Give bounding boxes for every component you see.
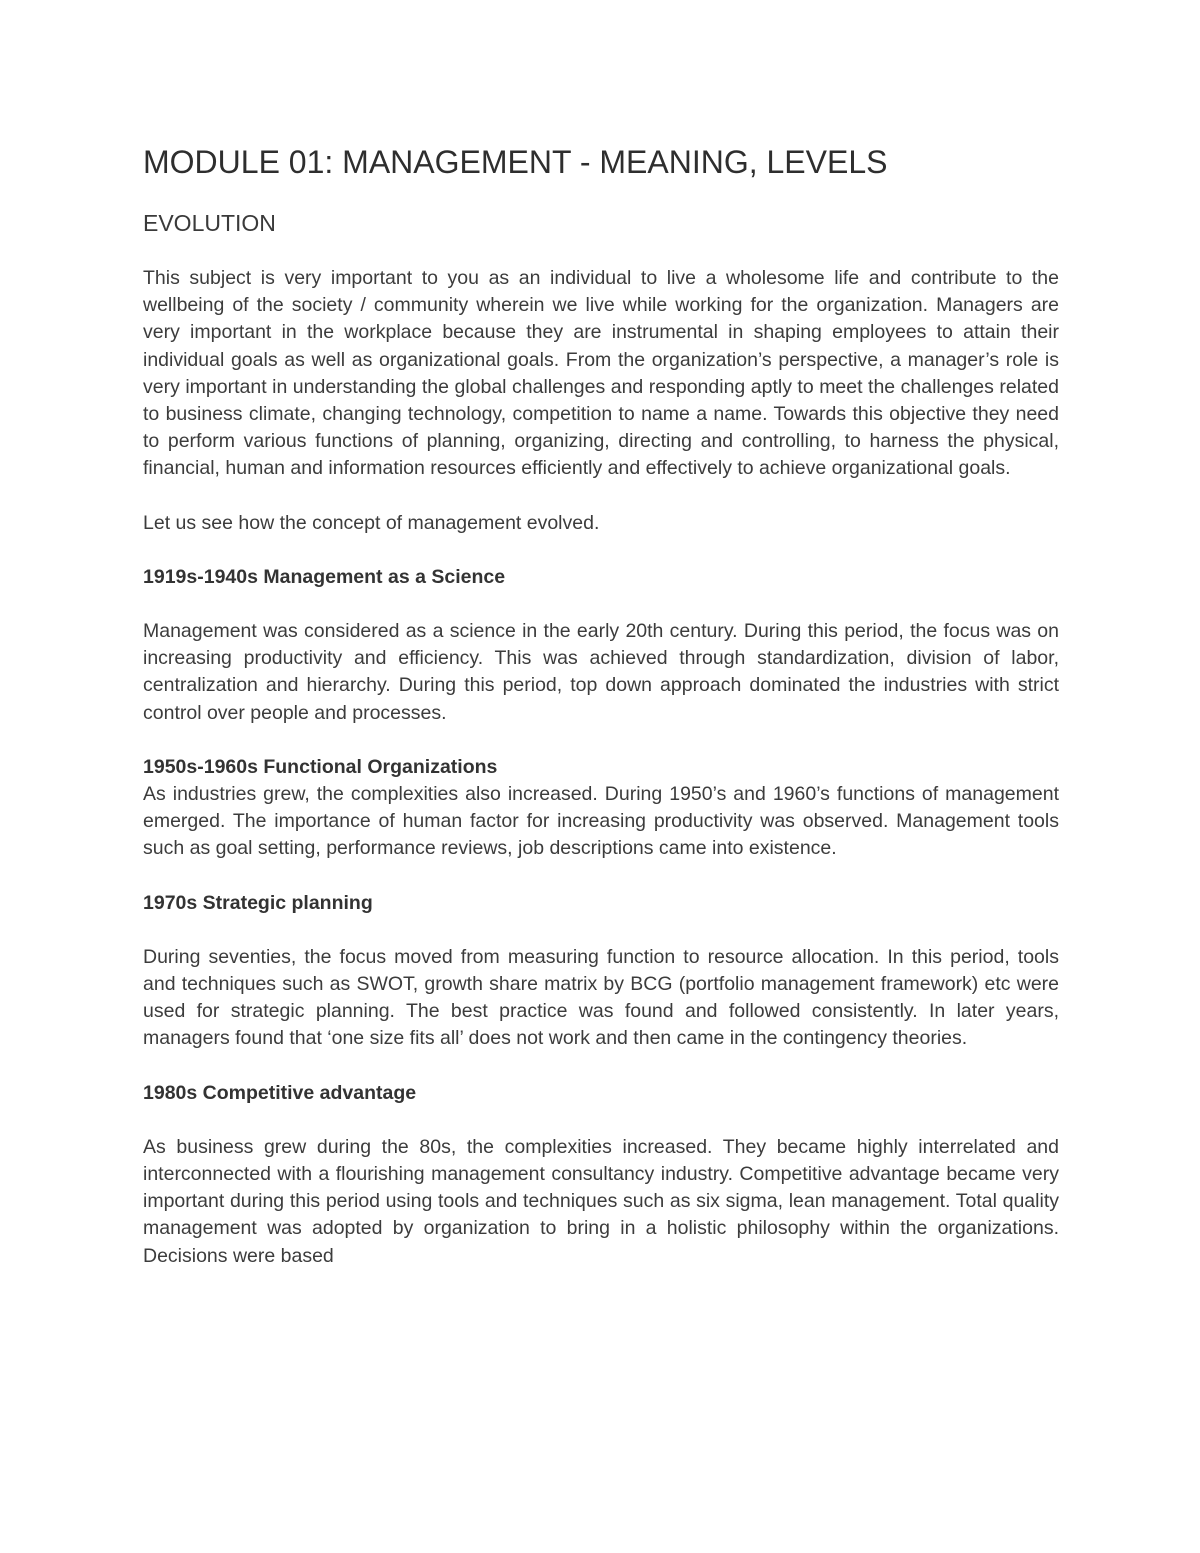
section-heading-strategic: 1970s Strategic planning	[143, 891, 373, 914]
section-heading-functional: 1950s-1960s Functional Organizations	[143, 755, 498, 778]
document-subtitle: EVOLUTION	[143, 210, 276, 236]
document-page	[143, 140, 1059, 1270]
section-heading-science: 1919s-1940s Management as a Science	[143, 565, 506, 588]
section-body-strategic: During seventies, the focus moved from measuring function to resource allocation. In this period, tools and techniques such as SWOT, growth share matrix by BCG (portfolio management framework) etc were used for strategic planning. The best practice was found and followed consistently. In later years, managers found that ‘one size fits all’ does not work and then came in the contingency theories.	[143, 945, 1059, 1050]
section-body-competitive: As business grew during the 80s, the complexities increased. They became highly interrelated and interconnected with a flourishing management consultancy industry. Competitive advantage became very important during this period using tools and techniques such as six sigma, lean management. Total quality management was adopted by organization to bring in a holistic philosophy within the organizations. Decisions were based	[143, 1135, 1059, 1267]
intro-paragraph: This subject is very important to you as an individual to live a wholesome life and contribute to the wellbeing of the society / community wherein we live while working for the organization. Managers are very important in the workplace because they are instrumental in shaping employees to attain their individual goals as well as organizational goals. From the organization’s perspective, a manager’s role is very important in understanding the global challenges and responding aptly to meet the challenges related to business climate, changing technology, competition to name a name. Towards this objective they need to perform various functions of planning, organizing, directing and controlling, to harness the physical, financial, human and information resources efficiently and effectively to achieve organizational goals.	[143, 267, 1059, 480]
section-heading-competitive: 1980s Competitive advantage	[143, 1081, 417, 1104]
lead-in-paragraph: Let us see how the concept of management evolved.	[143, 511, 600, 534]
document-title: MODULE 01: MANAGEMENT - MEANING, LEVELS	[143, 144, 888, 180]
section-body-science: Management was considered as a science in the early 20th century. During this period, the focus was on increasing productivity and efficiency. This was achieved through standardization, division of labor, centralization and hierarchy. During this period, top down approach dominated the industries with strict control over people and processes.	[143, 620, 1059, 724]
section-body-functional: As industries grew, the complexities also increased. During 1950’s and 1960’s functions of management emerged. The importance of human factor for increasing productivity was observed. Management tools such as goal setting, performance reviews, job descriptions came into existence.	[143, 783, 1059, 860]
